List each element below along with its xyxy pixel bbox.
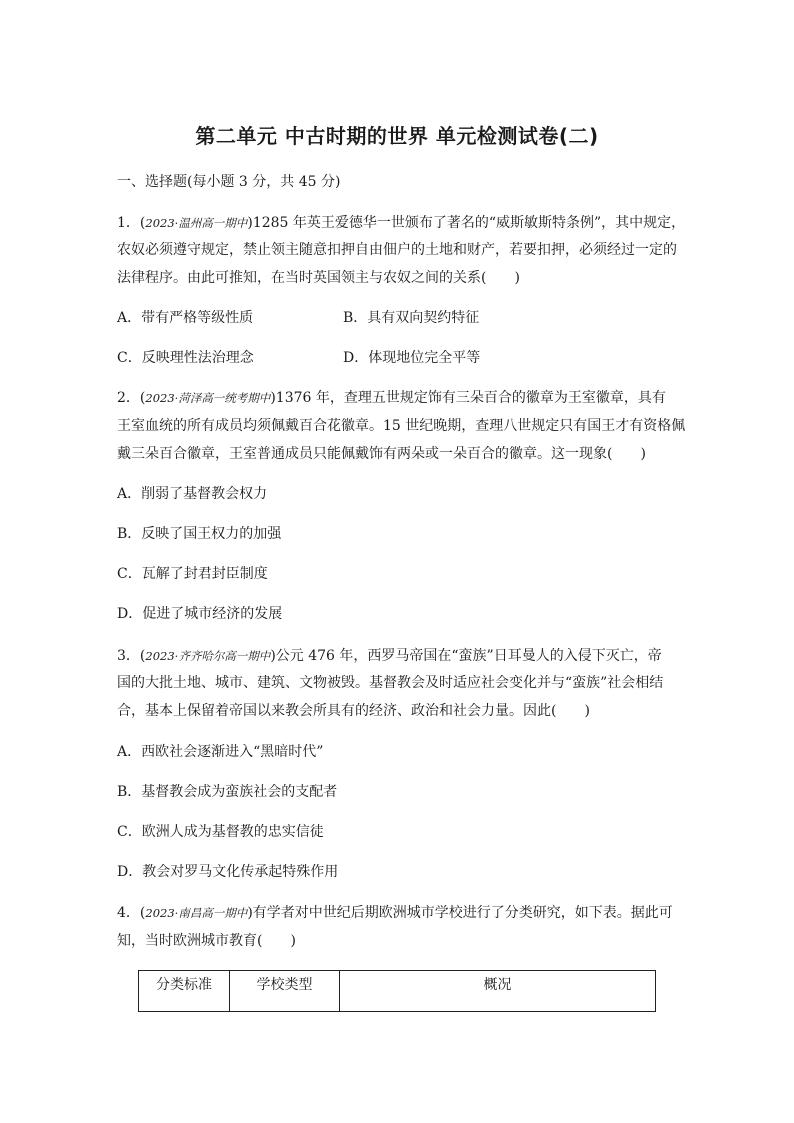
question-source: 2023·菏泽高一统考期中 [145, 391, 271, 405]
question-1-line-1: 1．(2023·温州高一期中)1285 年英王爱德华一世颁布了著名的“威斯敏斯特条例”，其中规定， [117, 215, 686, 231]
question-number: 2． [117, 390, 140, 406]
question-1-option-b[interactable]: B．具有双向契约特征 [343, 310, 480, 326]
question-source: 2023·齐齐哈尔高一期中 [145, 649, 271, 663]
question-source: 2023·南昌高一期中 [145, 906, 248, 920]
question-2-option-c[interactable]: C．瓦解了封君封臣制度 [117, 566, 268, 582]
question-3-line-1: 3．(2023·齐齐哈尔高一期中)公元 476 年，西罗马帝国在“蛮族”日耳曼人的入侵下灭亡，帝 [117, 648, 662, 664]
school-classification-table [138, 970, 656, 1012]
question-2-option-a[interactable]: A．削弱了基督教会权力 [117, 486, 268, 502]
page-title: 第二单元 中古时期的世界 单元检测试卷(二) [195, 124, 599, 148]
question-1-option-a[interactable]: A．带有严格等级性质 [117, 310, 254, 326]
table-header-cell: 学校类型 [230, 971, 340, 1012]
question-2-line-3: 戴三朵百合徽章，王室普通成员只能佩戴饰有两朵或一朵百合的徽章。这一现象( ) [117, 446, 646, 462]
question-2-line-2: 王室血统的所有成员均须佩戴百合花徽章。15 世纪晚期，查理八世规定只有国王才有资格佩 [117, 418, 686, 434]
question-source: 2023·温州高一期中 [145, 216, 248, 230]
question-1-option-d[interactable]: D．体现地位完全平等 [343, 350, 481, 366]
question-3-option-b[interactable]: B．基督教会成为蛮族社会的支配者 [117, 784, 338, 800]
section-heading: 一、选择题(每小题 3 分，共 45 分) [117, 174, 341, 190]
question-number: 4． [117, 905, 140, 921]
question-2-option-b[interactable]: B．反映了国王权力的加强 [117, 526, 282, 542]
question-3-line-3: 合，基本上保留着帝国以来教会所具有的经济、政治和社会力量。因此( ) [117, 703, 590, 719]
question-3-line-2: 国的大批土地、城市、建筑、文物被毁。基督教会及时适应社会变化并与“蛮族”社会相结 [117, 675, 664, 691]
question-number: 1． [117, 215, 140, 231]
question-1-line-2: 农奴必须遵守规定，禁止领主随意扣押自由佃户的土地和财产，若要扣押，必须经过一定的 [117, 242, 677, 258]
question-number: 3． [117, 648, 140, 664]
question-2-option-d[interactable]: D．促进了城市经济的发展 [117, 606, 283, 622]
question-4-line-2: 知，当时欧洲城市教育( ) [117, 933, 296, 949]
table-header-cell: 概况 [340, 971, 656, 1012]
question-3-option-d[interactable]: D．教会对罗马文化传承起特殊作用 [117, 864, 339, 880]
question-4-line-1: 4．(2023·南昌高一期中)有学者对中世纪后期欧洲城市学校进行了分类研究，如下表。据此可 [117, 905, 673, 921]
table-header-row [139, 971, 656, 1012]
question-3-option-a[interactable]: A．西欧社会逐渐进入“黑暗时代” [117, 744, 324, 760]
question-3-option-c[interactable]: C．欧洲人成为基督教的忠实信徒 [117, 824, 324, 840]
question-1-option-c[interactable]: C．反映理性法治理念 [117, 350, 254, 366]
question-1-line-3: 法律程序。由此可推知，在当时英国领主与农奴之间的关系( ) [117, 270, 520, 286]
table-header-cell: 分类标准 [139, 971, 230, 1012]
question-2-line-1: 2．(2023·菏泽高一统考期中)1376 年，查理五世规定饰有三朵百合的徽章为王室徽章，具有 [117, 390, 666, 406]
